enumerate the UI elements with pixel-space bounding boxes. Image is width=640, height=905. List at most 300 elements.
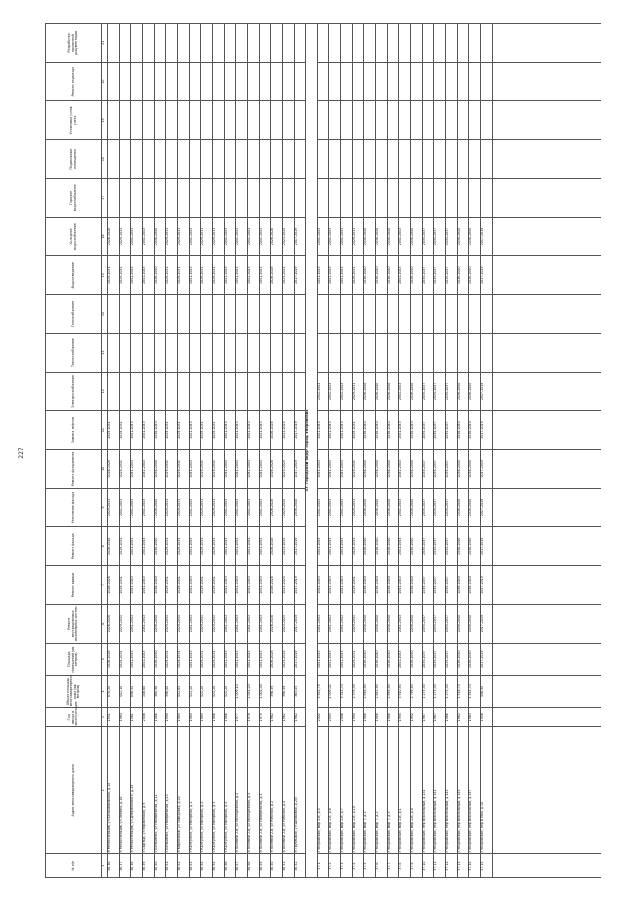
empty-cell xyxy=(376,24,388,63)
table-cell: 2041-2043 xyxy=(247,217,259,256)
table-cell: 1 544,70 xyxy=(469,675,481,707)
table-cell: г Упоровских, пер Вокзальный, д.143 xyxy=(446,727,458,854)
table-cell xyxy=(131,372,143,411)
table-cell xyxy=(259,333,271,372)
table-cell: 7 xyxy=(102,566,108,605)
header-cell: Утепление фасада xyxy=(46,488,102,527)
table-cell: 2023-2025 xyxy=(282,643,294,675)
table-cell: 2026-2028 xyxy=(108,449,120,488)
table-cell: 2041-2043 xyxy=(236,488,248,527)
empty-cell xyxy=(457,62,469,101)
table-row xyxy=(329,24,341,878)
table-cell: 2041-2043 xyxy=(131,217,143,256)
table-cell xyxy=(446,333,458,372)
table-row xyxy=(177,24,189,878)
table-row xyxy=(259,24,271,878)
table-cell: 1994 xyxy=(399,708,411,727)
table-cell: 2041-2043 xyxy=(317,566,329,605)
table-cell xyxy=(166,372,178,411)
table-cell xyxy=(201,333,213,372)
table-cell: 2035-2037 xyxy=(434,527,446,566)
table-cell: 2029-2031 xyxy=(201,527,213,566)
table-cell: 2041-2043 xyxy=(142,411,154,450)
table-cell: 2038-2040 xyxy=(387,604,399,643)
table-cell: 37.15. xyxy=(481,854,493,878)
table-cell: 2029-2031 xyxy=(119,411,131,450)
empty-cell xyxy=(411,62,423,101)
table-cell xyxy=(119,333,131,372)
table-cell: 1988 xyxy=(154,708,166,727)
table-cell: 2029-2031 xyxy=(352,411,364,450)
table-cell: 3 592,79 xyxy=(317,675,329,707)
empty-cell xyxy=(598,566,601,605)
table-cell: 2041-2043 xyxy=(224,449,236,488)
table-cell xyxy=(457,333,469,372)
empty-cell xyxy=(294,24,306,63)
section-row xyxy=(306,24,318,878)
table-cell: 1992 xyxy=(411,708,423,727)
table-cell: 2038-2040 xyxy=(364,449,376,488)
table-cell: 37.6. xyxy=(376,854,388,878)
table-cell: 2041-2043 xyxy=(329,256,341,295)
table-cell: 2041-2043 xyxy=(142,566,154,605)
table-cell: 2041-2043 xyxy=(131,256,143,295)
table-cell: 2029-2031 xyxy=(201,488,213,527)
table-cell xyxy=(108,372,120,411)
table-cell: 1 001,00 xyxy=(259,675,271,707)
empty-cell xyxy=(154,140,166,179)
empty-cell xyxy=(341,178,353,217)
table-cell: 2029-2031 xyxy=(166,527,178,566)
table-cell: 1988 xyxy=(387,708,399,727)
table-cell: 2038-2040 xyxy=(364,643,376,675)
table-cell: 2029-2031 xyxy=(166,256,178,295)
table-cell xyxy=(166,333,178,372)
empty-cell xyxy=(224,178,236,217)
table-cell: 2026-2028 xyxy=(271,256,283,295)
table-cell: 2041-2043 xyxy=(189,566,201,605)
table-cell: 2041-2043 xyxy=(142,256,154,295)
table-cell: 2041-2043 xyxy=(317,256,329,295)
empty-cell xyxy=(457,140,469,179)
empty-cell xyxy=(119,178,131,217)
table-cell: 2038-2040 xyxy=(376,449,388,488)
empty-cell xyxy=(282,24,294,63)
empty-cell xyxy=(294,62,306,101)
table-cell: 2041-2043 xyxy=(317,604,329,643)
table-cell: 2029-2031 xyxy=(212,488,224,527)
empty-cell xyxy=(212,101,224,140)
table-cell: п Кирпичный, ул Заводская, д.24 xyxy=(177,727,189,854)
table-row xyxy=(166,24,178,878)
table-cell: 2035-2037 xyxy=(446,527,458,566)
table-cell: 2035-2037 xyxy=(422,411,434,450)
table-cell: 2029-2031 xyxy=(166,217,178,256)
table-cell: 2038-2040 xyxy=(364,488,376,527)
empty-cell xyxy=(598,140,601,179)
table-cell: 3 xyxy=(102,708,108,727)
table-cell: 1 516,70 xyxy=(457,675,469,707)
table-cell: 2035-2037 xyxy=(434,449,446,488)
table-cell: 36.37. xyxy=(119,854,131,878)
empty-cell xyxy=(224,140,236,179)
table-cell xyxy=(387,295,399,334)
empty-cell xyxy=(282,140,294,179)
table-cell xyxy=(154,295,166,334)
table-cell: 2038-2040 xyxy=(411,488,423,527)
table-cell: 2029-2031 xyxy=(166,643,178,675)
table-cell: 2041-2043 xyxy=(247,643,259,675)
table-cell: 2038-2040 xyxy=(364,256,376,295)
table-row xyxy=(399,24,411,878)
table-cell: 37.7. xyxy=(387,854,399,878)
table-cell: 452,85 xyxy=(177,675,189,707)
table-cell: 2035-2037 xyxy=(422,604,434,643)
table-cell: 2017-2019 xyxy=(481,449,493,488)
table-cell: 1986 xyxy=(212,708,224,727)
table-cell: 2041-2043 xyxy=(399,488,411,527)
table-cell: 2029-2031 xyxy=(212,411,224,450)
table-row xyxy=(352,24,364,878)
empty-cell xyxy=(201,140,213,179)
empty-cell xyxy=(598,178,601,217)
table-cell: 2029-2031 xyxy=(352,566,364,605)
table-cell xyxy=(142,295,154,334)
table-cell: г Упоровских, мкр 7, д.1 xyxy=(364,727,376,854)
table-cell: 2023-2025 xyxy=(282,449,294,488)
table-cell: 2038-2040 xyxy=(154,256,166,295)
table-cell: 396,39 xyxy=(271,675,283,707)
table-cell: 2038-2040 xyxy=(469,449,481,488)
table-cell: 2035-2037 xyxy=(446,604,458,643)
page-number: 227 xyxy=(18,447,25,459)
table-cell: с Калтусное, ул Нагорная, д.4 xyxy=(224,727,236,854)
empty-cell xyxy=(189,24,201,63)
table-cell: 2038-2040 xyxy=(364,527,376,566)
table-cell: 15 xyxy=(102,256,108,295)
table-cell: 36.39. xyxy=(142,854,154,878)
table-cell: 36.44. xyxy=(201,854,213,878)
empty-cell xyxy=(457,24,469,63)
header-cell: Ремонт крыши xyxy=(46,566,102,605)
table-cell: 4 xyxy=(102,675,108,707)
empty-cell xyxy=(481,62,493,101)
table-cell: 36.52. xyxy=(294,854,306,878)
empty-cell xyxy=(598,217,601,256)
table-cell: 2041-2043 xyxy=(399,217,411,256)
table-cell: 2035-2037 xyxy=(446,488,458,527)
empty-cell xyxy=(469,101,481,140)
table-cell: 37.5. xyxy=(364,854,376,878)
table-row xyxy=(131,24,143,878)
table-cell: 1988 xyxy=(376,708,388,727)
table-cell: 2029-2031 xyxy=(212,604,224,643)
table-cell: 13 xyxy=(102,333,108,372)
table-cell: 2041-2043 xyxy=(317,527,329,566)
header-cell: Электроснабжение xyxy=(46,372,102,411)
table-cell xyxy=(329,333,341,372)
table-cell: 2041-2043 xyxy=(329,217,341,256)
table-cell: 2029-2031 xyxy=(166,411,178,450)
table-cell: 2035-2037 xyxy=(446,217,458,256)
table-cell: 2041-2043 xyxy=(399,256,411,295)
table-cell: г Упоровских, пер Вокзальный, д.145 xyxy=(457,727,469,854)
empty-cell xyxy=(329,24,341,63)
table-cell: 36.40. xyxy=(154,854,166,878)
section-title: 37. Городской округ город Упоровских xyxy=(306,24,318,878)
table-cell: 2029-2031 xyxy=(352,256,364,295)
table-cell: 2006 xyxy=(341,708,353,727)
table-cell: п Репностницев, ул Дзержинского, д.19 xyxy=(131,727,143,854)
empty-cell xyxy=(142,178,154,217)
table-cell xyxy=(108,295,120,334)
table-cell: п Полевой 2-й, ул Набережная, д.1 xyxy=(259,727,271,854)
empty-cell xyxy=(446,178,458,217)
table-cell xyxy=(201,295,213,334)
table-cell xyxy=(399,333,411,372)
table-cell: 2029-2031 xyxy=(119,643,131,675)
empty-cell xyxy=(422,101,434,140)
table-cell: 2038-2040 xyxy=(457,411,469,450)
table-cell xyxy=(352,295,364,334)
table-cell xyxy=(224,295,236,334)
table-cell: 2035-2037 xyxy=(434,256,446,295)
table-cell xyxy=(364,295,376,334)
empty-cell xyxy=(364,140,376,179)
empty-cell xyxy=(469,24,481,63)
table-cell: 2041-2043 xyxy=(131,411,143,450)
empty-cell xyxy=(481,24,493,63)
table-cell: 1960 xyxy=(119,708,131,727)
header-cell: Площадь помещений (кв. метров) xyxy=(46,643,102,675)
table-cell: 2041-2043 xyxy=(224,411,236,450)
empty-cell xyxy=(236,24,248,63)
empty-cell xyxy=(212,140,224,179)
table-cell xyxy=(259,295,271,334)
table-cell: 2038-2040 xyxy=(376,566,388,605)
empty-cell xyxy=(399,101,411,140)
table-cell: 2017-2019 xyxy=(294,449,306,488)
empty-cell xyxy=(154,62,166,101)
table-cell: 2035-2037 xyxy=(422,449,434,488)
empty-cell xyxy=(352,178,364,217)
table-cell: 2041-2043 xyxy=(131,643,143,675)
table-row xyxy=(224,24,236,878)
empty-cell xyxy=(131,140,143,179)
table-cell xyxy=(341,295,353,334)
table-cell: 1967 xyxy=(422,708,434,727)
table-cell xyxy=(376,333,388,372)
empty-cell xyxy=(352,140,364,179)
table-cell: 2041-2043 xyxy=(224,604,236,643)
empty-cell xyxy=(166,62,178,101)
table-cell: 1 xyxy=(102,854,108,878)
table-cell xyxy=(446,295,458,334)
table-cell: 2035-2037 xyxy=(422,372,434,411)
table-cell: 36.41. xyxy=(166,854,178,878)
empty-cell xyxy=(341,62,353,101)
empty-cell xyxy=(154,101,166,140)
empty-cell xyxy=(341,24,353,63)
table-cell: 2038-2040 xyxy=(469,217,481,256)
empty-cell xyxy=(108,62,120,101)
table-cell: 2029-2031 xyxy=(119,527,131,566)
empty-cell xyxy=(352,62,364,101)
empty-cell xyxy=(446,24,458,63)
empty-cell xyxy=(446,101,458,140)
table-cell: 36.38. xyxy=(131,854,143,878)
empty-cell xyxy=(236,101,248,140)
table-cell: 368,98 xyxy=(154,675,166,707)
table-cell: 1 275,30 xyxy=(422,675,434,707)
table-cell: 2038-2040 xyxy=(376,488,388,527)
table-cell: 2041-2043 xyxy=(329,604,341,643)
table-cell: 2017-2019 xyxy=(481,256,493,295)
table-cell xyxy=(236,295,248,334)
table-cell: г Упоровских, пер Вокзальный, д.141 xyxy=(434,727,446,854)
empty-cell xyxy=(481,101,493,140)
table-cell: 37.8. xyxy=(399,854,411,878)
table-cell: 2017-2019 xyxy=(481,411,493,450)
empty-cell xyxy=(131,24,143,63)
table-cell: 2029-2031 xyxy=(108,411,120,450)
table-cell: 2029-2031 xyxy=(177,527,189,566)
table-cell: 2041-2043 xyxy=(236,566,248,605)
table-cell: 2038-2040 xyxy=(376,217,388,256)
empty-cell xyxy=(294,101,306,140)
table-cell: 2041-2043 xyxy=(259,411,271,450)
table-cell: 36.47. xyxy=(236,854,248,878)
table-cell: 2 846,90 xyxy=(364,675,376,707)
table-row xyxy=(411,24,423,878)
table-cell: 37.14. xyxy=(469,854,481,878)
table-cell: 1962 xyxy=(282,708,294,727)
table-cell: 36.48. xyxy=(247,854,259,878)
empty-cell xyxy=(119,101,131,140)
table-cell: 2041-2043 xyxy=(142,604,154,643)
table-cell: 2038-2040 xyxy=(387,449,399,488)
header-cell: Разработка проектной документации xyxy=(46,24,102,63)
empty-cell xyxy=(201,62,213,101)
table-cell: 2041-2043 xyxy=(259,449,271,488)
table-cell: 2029-2031 xyxy=(177,604,189,643)
table-cell: 2038-2040 xyxy=(376,604,388,643)
table-cell: 2029-2031 xyxy=(177,256,189,295)
table-cell: 2041-2043 xyxy=(399,566,411,605)
table-cell: 1990 xyxy=(166,708,178,727)
table-cell: 2041-2043 xyxy=(329,488,341,527)
table-cell: 363,45 xyxy=(294,675,306,707)
table-cell xyxy=(142,372,154,411)
table-cell: 2038-2040 xyxy=(387,217,399,256)
table-cell: 2035-2037 xyxy=(434,411,446,450)
table-cell: 1977 xyxy=(236,708,248,727)
empty-cell xyxy=(411,140,423,179)
table-cell xyxy=(247,295,259,334)
header-cell: Газоснабжение xyxy=(46,295,102,334)
table-cell xyxy=(469,333,481,372)
table-cell: п Трубецкой, ул Шлаковая, д.2/5 xyxy=(294,727,306,854)
table-cell: 2038-2040 xyxy=(469,488,481,527)
table-cell: 2026-2028 xyxy=(108,604,120,643)
empty-cell xyxy=(317,101,329,140)
table-cell: 2041-2043 xyxy=(317,372,329,411)
table-cell: г Упоровских, мкр 7, д.2 xyxy=(376,727,388,854)
table-cell: г Упоровских, пер В Мая, д.10 xyxy=(481,727,493,854)
table-cell: 506,90 xyxy=(481,675,493,707)
table-cell xyxy=(212,372,224,411)
table-cell: 2035-2037 xyxy=(446,566,458,605)
table-cell: 2041-2043 xyxy=(236,411,248,450)
table-cell: 2038-2040 xyxy=(457,527,469,566)
table-cell: 2038-2040 xyxy=(411,566,423,605)
table-cell xyxy=(364,333,376,372)
table-cell xyxy=(294,333,306,372)
repair-schedule-table xyxy=(45,23,601,878)
table-cell: 2017-2019 xyxy=(294,217,306,256)
table-cell xyxy=(189,295,201,334)
table-cell: 2038-2040 xyxy=(469,372,481,411)
table-cell: 1967 xyxy=(434,708,446,727)
table-cell: 2029-2031 xyxy=(201,411,213,450)
table-row xyxy=(387,24,399,878)
table-cell: 17 xyxy=(102,178,108,217)
empty-cell xyxy=(376,62,388,101)
table-cell: 521,20 xyxy=(189,675,201,707)
table-cell: 2038-2040 xyxy=(469,566,481,605)
table-cell: 2026-2028 xyxy=(271,449,283,488)
empty-cell xyxy=(364,62,376,101)
table-cell: 2041-2043 xyxy=(131,566,143,605)
empty-cell xyxy=(434,24,446,63)
empty-cell xyxy=(166,140,178,179)
table-cell: 2006 xyxy=(142,708,154,727)
empty-cell xyxy=(259,101,271,140)
empty-cell xyxy=(422,140,434,179)
table-cell: с Бельченко, ул Набережная, д.11 xyxy=(154,727,166,854)
table-cell: 1 275,30 xyxy=(434,675,446,707)
table-cell: 2029-2031 xyxy=(212,643,224,675)
table-cell: 18 xyxy=(102,140,108,179)
table-cell: 2038-2040 xyxy=(376,372,388,411)
table-cell: 2029-2031 xyxy=(177,217,189,256)
table-cell: 2003 xyxy=(329,708,341,727)
table-cell xyxy=(294,372,306,411)
table-cell: 2038-2040 xyxy=(154,217,166,256)
table-cell: г Упоровских, мкр 2-й, д.8 xyxy=(411,727,423,854)
table-cell: 2038-2040 xyxy=(457,256,469,295)
table-cell: 2029-2031 xyxy=(177,411,189,450)
table-cell: 2029-2031 xyxy=(119,256,131,295)
table-cell: 396,39 xyxy=(282,675,294,707)
table-cell: 2041-2043 xyxy=(259,256,271,295)
table-cell: 2029-2031 xyxy=(166,488,178,527)
table-cell: 2041-2043 xyxy=(142,643,154,675)
table-cell xyxy=(119,372,131,411)
table-cell xyxy=(108,333,120,372)
table-cell: 1951 xyxy=(108,708,120,727)
table-row xyxy=(341,24,353,878)
table-cell: 521,20 xyxy=(201,675,213,707)
table-cell: 1963 xyxy=(469,708,481,727)
table-cell xyxy=(457,295,469,334)
table-cell: 2041-2043 xyxy=(341,527,353,566)
table-cell xyxy=(282,333,294,372)
empty-cell xyxy=(598,295,601,334)
empty-cell xyxy=(598,854,601,878)
table-row xyxy=(189,24,201,878)
table-cell: с Калтусное, ул Нагорная, д.3 xyxy=(212,727,224,854)
